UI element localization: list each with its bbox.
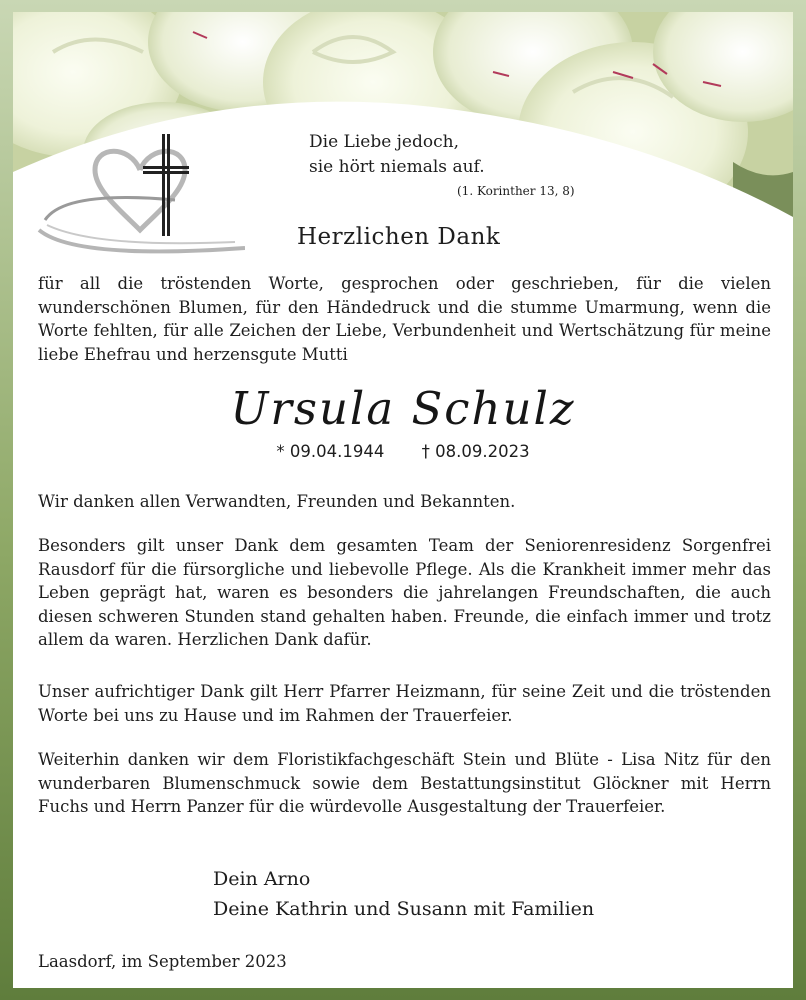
verse-reference: (1. Korinther 13, 8) [457,184,575,198]
bible-verse [309,130,629,200]
signature-line-1: Dein Arno [213,868,311,890]
place-and-date: Laasdorf, im September 2023 [38,952,287,971]
care-team-paragraph: Besonders gilt unser Dank dem gesamten Team der Seniorenresidenz Sorgenfrei Rausdorf für die fürsorgliche und liebevolle Pflege. Als die Krankheit immer mehr das Leben geprägt hat, waren es besonders die jahrelangen Freundschaften, die auch diesen schweren Stunden stand gehalten haben. Freunde, die einfach immer und trotz allem da waren. Herzlichen Dank dafür. [38,536,771,650]
signature [213,864,594,924]
notice-card [13,12,793,988]
signature-line-2: Deine Kathrin und Susann mit Familien [213,898,595,920]
verse-line-1: Die Liebe jedoch, [309,132,459,152]
verse-line-2: sie hört niemals auf. [309,157,485,177]
florist-paragraph: Weiterhin danken wir dem Floristikfachgeschäft Stein und Blüte - Lisa Nitz für den wunderbaren Blumenschmuck sowie dem Bestattungsinstitut Glöckner mit Herrn Fuchs und Herrn Panzer für die würdevolle Ausgestaltung der Trauerfeier. [38,750,771,817]
heading-thanks: Herzlichen Dank [297,224,501,250]
death-date: † 08.09.2023 [421,442,530,461]
life-dates [13,442,793,461]
intro-paragraph: für all die tröstenden Worte, gesprochen oder geschrieben, für die vielen wunderschönen Blumen, für den Händedruck und die stumme Umarmung, wenn die Worte fehlten, für alle Zeichen der Liebe, Verbundenheit und Wertschätzung für meine liebe Ehefrau und herzensgute Mutti [38,274,771,364]
pastor-paragraph: Unser aufrichtiger Dank gilt Herr Pfarrer Heizmann, für seine Zeit und die tröstenden Worte bei uns zu Hause und im Rahmen der Trauerfeier. [38,682,771,725]
relatives-paragraph: Wir danken allen Verwandten, Freunden und Bekannten. [38,492,516,511]
birth-date: * 09.04.1944 [276,442,385,461]
heart-cross-icon [35,130,245,260]
deceased-name: Ursula Schulz [230,382,576,435]
